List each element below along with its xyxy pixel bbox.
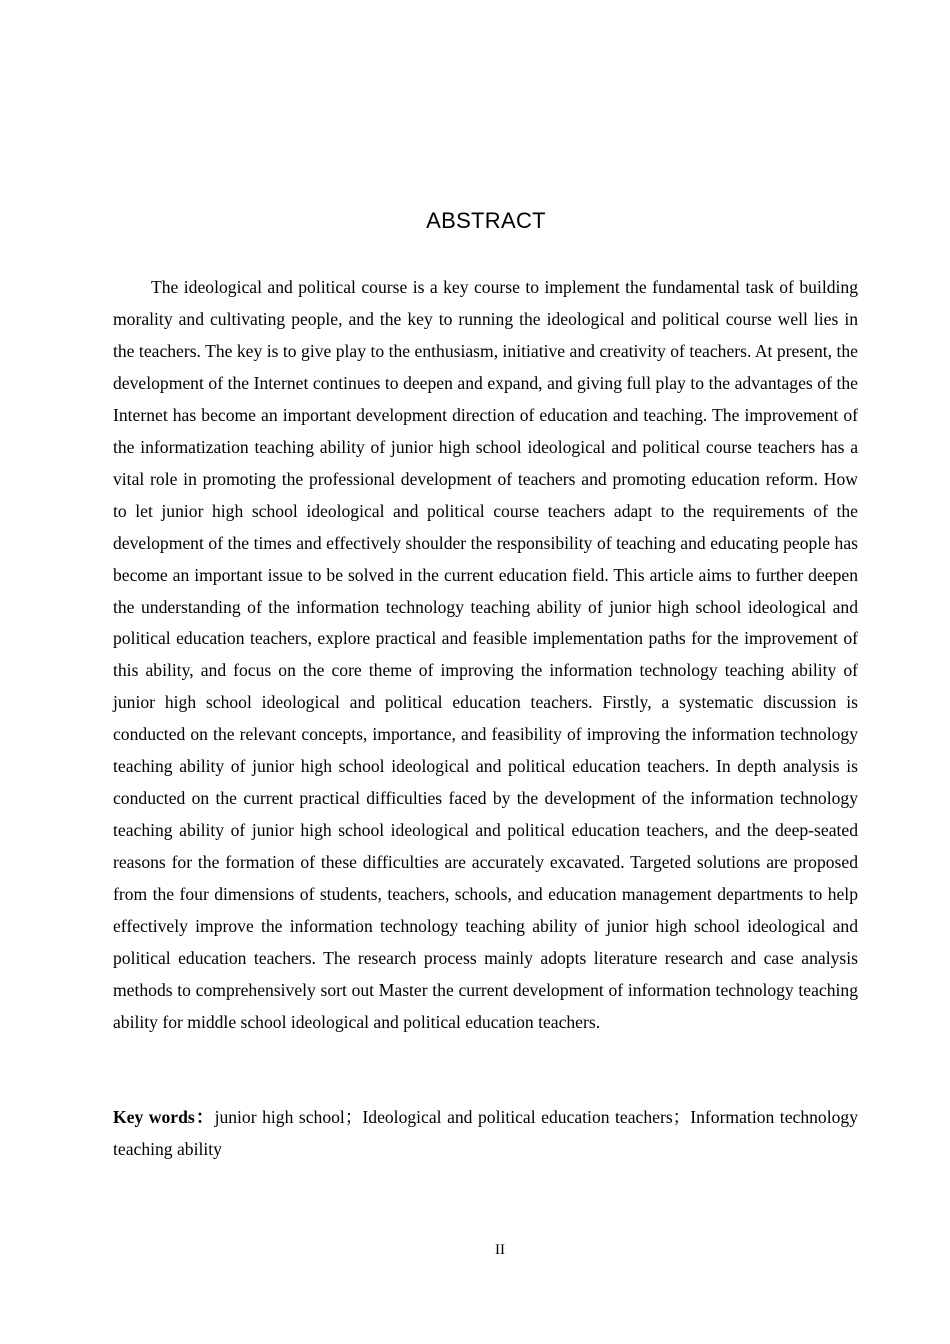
abstract-title: ABSTRACT [426,208,546,233]
keyword-item: Information technology teaching ability [113,1107,858,1159]
keyword-separator: ； [672,1107,691,1127]
keywords-label: Key words： [113,1107,215,1127]
keyword-item: junior high school [214,1107,345,1127]
page-number: II [495,1242,505,1258]
keywords-line [113,1102,858,1166]
keyword-item: Ideological and political education teachers [362,1107,673,1127]
abstract-paragraph: The ideological and political course is a key course to implement the fundamental task of building morality and cultivating people, and the key to running the ideological and political course well lies in the teachers. The key is to give play to the enthusiasm, initiative and creativity of teachers. At present, the development of the Internet continues to deepen and expand, and giving full play to the advantages of the Internet has become an important development direction of education and teaching. The improvement of the informatization teaching ability of junior high school ideological and political course teachers has a vital role in promoting the professional development of teachers and promoting education reform. How to let junior high school ideological and political course teachers adapt to the requirements of the development of the times and effectively shoulder the responsibility of teaching and educating people has become an important issue to be solved in the current education field. This article aims to further deepen the understanding of the information technology teaching ability of junior high school ideological and political education teachers, explore practical and feasible implementation paths for the improvement of this ability, and focus on the core theme of improving the information technology teaching ability of junior high school ideological and political education teachers. Firstly, a systematic discussion is conducted on the relevant concepts, importance, and feasibility of improving the information technology teaching ability of junior high school ideological and political education teachers. In depth analysis is conducted on the current practical difficulties faced by the development of the information technology teaching ability of junior high school ideological and political education teachers, and the deep-seated reasons for the formation of these difficulties are accurately excavated. Targeted solutions are proposed from the four dimensions of students, teachers, schools, and education management departments to help effectively improve the information technology teaching ability of junior high school ideological and political education teachers. The research process mainly adopts literature research and case analysis methods to comprehensively sort out Master the current development of information technology teaching ability for middle school ideological and political education teachers. [113,277,858,1032]
keyword-separator: ； [344,1107,363,1127]
